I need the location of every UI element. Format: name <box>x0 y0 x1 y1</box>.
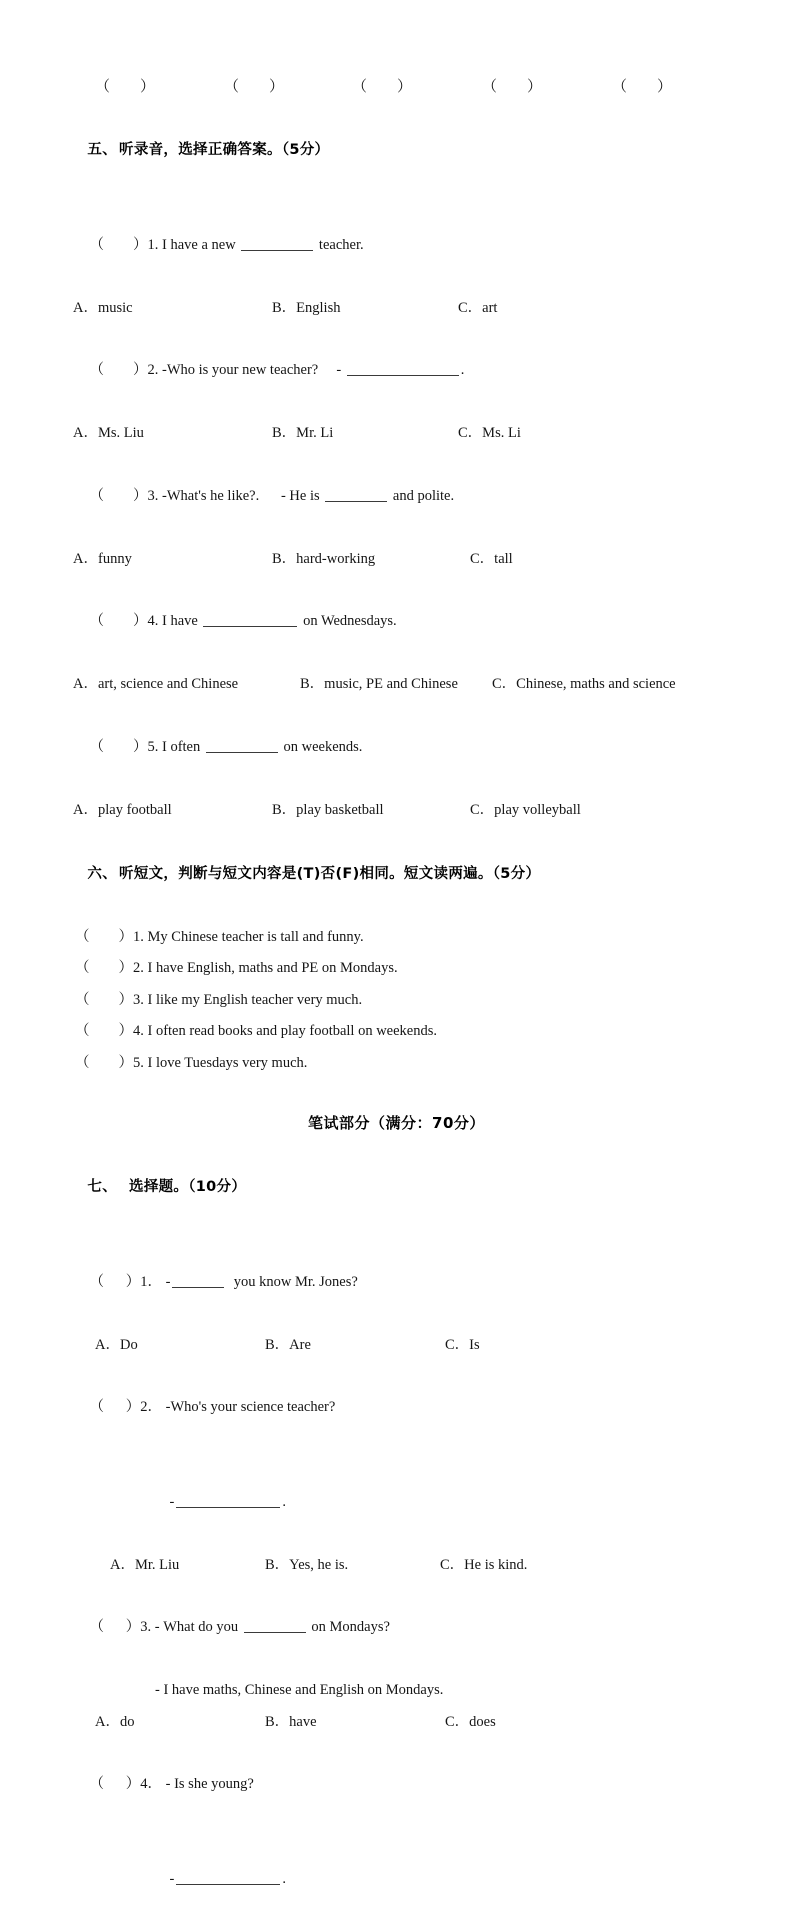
s5-q2-option-a-text: Ms. Liu <box>97 425 144 441</box>
s5-q4-option-b[interactable] <box>300 669 458 700</box>
s5-q3-option-a-text: funny <box>97 550 132 567</box>
s7-q3-stem-after: on Mondays? <box>307 1619 390 1635</box>
s5-q3-option-a-label: A． <box>73 550 98 567</box>
s7-q4-answer-dash: - <box>169 1870 175 1887</box>
s5-question-5 <box>0 700 793 795</box>
s5-q5-stem-before: I often <box>158 738 204 755</box>
s7-question-2 <box>0 1361 793 1456</box>
s7-q2-option-c[interactable] <box>440 1550 527 1581</box>
s5-q2-option-a-label: A． <box>73 425 98 441</box>
s7-q1-blank[interactable] <box>172 1274 224 1288</box>
s6-statement-2[interactable]: （ ）2. I have English, maths and PE on Mondays. <box>75 960 398 976</box>
s7-q4-answer-blank[interactable] <box>176 1871 280 1885</box>
section-7-heading <box>0 1139 793 1235</box>
s5-question-2 <box>0 324 793 419</box>
answer-bracket-2[interactable]: （ ） <box>224 79 285 95</box>
s7-q2-answer-dash: - <box>169 1493 175 1510</box>
s5-q4-option-c-label: C． <box>492 676 517 692</box>
s7-q3-blank[interactable] <box>244 1619 306 1633</box>
s5-q1-blank[interactable] <box>241 237 313 251</box>
s5-q3-option-a[interactable] <box>73 544 132 575</box>
s5-q5-blank[interactable] <box>206 739 278 753</box>
section-6-heading <box>0 826 793 922</box>
s7-q4-bracket[interactable]: （ ）4． <box>89 1776 162 1792</box>
s5-q5-stem-after: on weekends. <box>279 738 363 755</box>
s7-q1-stem-after: you know Mr. Jones? <box>226 1273 358 1290</box>
s7-q4-stem-before: - Is she young? <box>162 1776 254 1792</box>
s7-q3-bracket[interactable]: （ ）3. <box>89 1619 152 1635</box>
s5-q1-option-a[interactable] <box>73 293 133 324</box>
s5-q5-option-c-label: C． <box>470 801 495 818</box>
s7-q4-answer-line <box>0 1832 793 1927</box>
s5-q3-options <box>0 544 793 575</box>
s5-question-4 <box>0 575 793 670</box>
s5-q1-option-a-text: music <box>97 299 133 316</box>
s7-q2-stem-before: -Who's your science teacher? <box>162 1399 336 1415</box>
s5-q2-option-c-label: C． <box>458 425 483 441</box>
s5-q5-bracket[interactable]: （ ）5. <box>89 738 159 755</box>
s7-q3-option-a-label: A． <box>95 1713 120 1730</box>
s6-statement-5[interactable]: （ ）5. I love Tuesdays very much. <box>75 1054 308 1071</box>
s5-q4-option-b-text: music, PE and Chinese <box>324 676 458 692</box>
s7-q3-option-b[interactable] <box>265 1707 317 1738</box>
s5-q2-option-c-text: Ms. Li <box>482 425 521 441</box>
s5-q1-stem-before: I have a new <box>158 236 240 253</box>
s5-q1-options <box>0 293 793 324</box>
s7-q3-option-b-label: B． <box>265 1713 290 1730</box>
s7-q3-option-a[interactable] <box>95 1707 134 1738</box>
s5-q1-bracket[interactable]: （ ）1. <box>89 236 159 253</box>
s5-q3-option-c-label: C． <box>470 550 495 567</box>
s7-q2-answer-blank[interactable] <box>176 1494 280 1508</box>
section-6-title: 听短文，判断与短文内容是(T)否(F)相同。短文读两遍。（5分） <box>119 865 541 882</box>
s5-q4-option-a-text: art, science and Chinese <box>97 676 239 692</box>
s5-q2-option-c[interactable] <box>458 418 521 449</box>
s5-q4-option-c-text: Chinese, maths and science <box>516 676 676 692</box>
s7-q3-option-b-text: have <box>289 1713 317 1730</box>
section-5-number: 五、 <box>87 142 118 158</box>
s6-statement-3[interactable]: （ ）3. I like my English teacher very much. <box>75 991 363 1008</box>
s7-q2-option-b[interactable] <box>265 1550 348 1581</box>
s7-q2-option-a-text: Mr. Liu <box>134 1556 180 1573</box>
s7-q3-option-c-label: C． <box>445 1713 470 1730</box>
s5-q3-option-b-label: B． <box>272 550 297 567</box>
s5-q4-option-a-label: A． <box>73 676 98 692</box>
s7-q3-answer-text: - I have maths, Chinese and English on Mondays. <box>155 1682 444 1698</box>
s6-statement-1[interactable]: （ ）1. My Chinese teacher is tall and funny. <box>75 928 364 945</box>
s5-q5-option-c-text: play volleyball <box>494 801 581 818</box>
s7-q3-option-a-text: do <box>119 1713 135 1730</box>
s5-q5-option-a[interactable] <box>73 795 172 826</box>
s5-q1-option-b-text: English <box>296 299 341 316</box>
s7-q1-options <box>0 1330 793 1361</box>
s5-q4-blank[interactable] <box>203 613 297 627</box>
s5-q4-stem-before: I have <box>158 613 202 629</box>
s7-question-1 <box>0 1235 793 1330</box>
s7-q1-option-c-text: Is <box>469 1336 480 1353</box>
s7-q2-answer-line <box>0 1455 793 1550</box>
s7-q3-option-c-text: does <box>469 1713 496 1730</box>
s5-q3-blank[interactable] <box>325 488 387 502</box>
s5-q4-option-a[interactable] <box>73 669 238 700</box>
s5-q2-stem-after: . <box>460 362 465 378</box>
s5-q4-option-c[interactable] <box>492 669 676 700</box>
s5-q1-option-c-text: art <box>482 299 498 316</box>
s5-q3-option-b[interactable] <box>272 544 375 575</box>
s7-q2-option-a-label: A． <box>110 1556 135 1573</box>
s5-q1-option-a-label: A． <box>73 299 98 316</box>
s5-q1-option-b-label: B． <box>272 299 297 316</box>
s5-question-1 <box>0 198 793 293</box>
s7-q3-stem-before: - What do you <box>151 1619 242 1635</box>
s7-q1-option-b-text: Are <box>289 1336 311 1353</box>
s5-q2-blank[interactable] <box>347 362 459 376</box>
s5-q5-option-a-text: play football <box>97 801 172 818</box>
s7-q4-answer-period: . <box>282 1870 286 1887</box>
s7-q1-bracket[interactable]: （ ）1． <box>89 1273 162 1290</box>
s5-q2-option-b[interactable] <box>272 418 333 449</box>
s5-question-3 <box>0 449 793 544</box>
s5-q4-stem-after: on Wednesdays. <box>299 613 397 629</box>
s5-q5-option-b[interactable] <box>272 795 384 826</box>
s5-q2-stem-before: -Who is your new teacher? - <box>158 362 345 378</box>
section-6-number: 六、 <box>87 865 118 882</box>
s5-q3-stem-before: -What's he like?. - He is <box>158 487 324 504</box>
s7-q1-stem-before: - <box>162 1273 171 1290</box>
s5-q1-option-c-label: C． <box>458 299 483 316</box>
s7-q1-option-a[interactable] <box>95 1330 138 1361</box>
s5-q2-option-b-label: B． <box>272 425 297 441</box>
s7-q2-option-a[interactable] <box>110 1550 179 1581</box>
section-5-title: 听录音，选择正确答案。（5分） <box>119 142 330 158</box>
s7-q1-option-b[interactable] <box>265 1330 311 1361</box>
s5-q2-option-a[interactable] <box>73 418 144 449</box>
s7-q2-option-b-text: Yes, he is. <box>289 1556 349 1573</box>
answer-bracket-3[interactable]: （ ） <box>352 79 413 95</box>
s5-q4-bracket[interactable]: （ ）4. <box>89 613 159 629</box>
s5-q3-option-c-text: tall <box>494 550 513 567</box>
s5-q4-options <box>0 669 793 700</box>
s7-q2-option-c-label: C． <box>440 1556 465 1573</box>
s5-q2-options <box>0 418 793 449</box>
s5-q5-option-b-label: B． <box>272 801 297 818</box>
answer-bracket-4[interactable]: （ ） <box>482 79 543 95</box>
s7-q2-answer-period: . <box>282 1493 286 1510</box>
s7-q1-option-c[interactable] <box>445 1330 480 1361</box>
s5-q2-option-b-text: Mr. Li <box>296 425 334 441</box>
s7-question-4 <box>0 1738 793 1833</box>
answer-bracket-1[interactable]: （ ） <box>95 79 156 95</box>
answer-bracket-5[interactable]: （ ） <box>612 79 673 95</box>
s7-q2-options <box>0 1550 793 1581</box>
s7-question-3 <box>0 1581 793 1676</box>
s5-q3-stem-after: and polite. <box>389 487 455 504</box>
top-margin <box>0 0 793 72</box>
s5-q1-option-c[interactable] <box>458 293 497 324</box>
s5-q5-option-c[interactable] <box>470 795 581 826</box>
s7-q2-bracket[interactable]: （ ）2． <box>89 1399 162 1415</box>
section-5-heading <box>0 102 793 198</box>
s5-q5-option-a-label: A． <box>73 801 98 818</box>
answer-bracket-row <box>0 72 793 102</box>
written-part-spacer <box>0 1079 793 1107</box>
s5-q4-option-b-label: B． <box>300 676 325 692</box>
section-7-number: 七、 <box>87 1179 118 1195</box>
s7-q3-options <box>0 1707 793 1738</box>
s5-q5-options <box>0 795 793 826</box>
s5-q3-option-b-text: hard-working <box>296 550 376 567</box>
section-7-title: 选择题。（10分） <box>129 1179 247 1195</box>
s6-statement-4[interactable]: （ ）4. I often read books and play football on weekends. <box>75 1023 438 1039</box>
written-part-title: 笔试部分（满分：70分） <box>308 1114 485 1132</box>
s7-q1-option-c-label: C． <box>445 1336 470 1353</box>
s7-q1-option-a-label: A． <box>95 1336 120 1353</box>
s5-q3-option-c[interactable] <box>470 544 513 575</box>
s7-q2-option-b-label: B． <box>265 1556 290 1573</box>
s5-q5-option-b-text: play basketball <box>296 801 384 818</box>
s5-q2-bracket[interactable]: （ ）2. <box>89 362 159 378</box>
s5-q1-stem-after: teacher. <box>315 236 364 253</box>
s5-q3-bracket[interactable]: （ ）3. <box>89 487 159 504</box>
s5-q1-option-b[interactable] <box>272 293 340 324</box>
s7-q1-option-b-label: B． <box>265 1336 290 1353</box>
s7-q2-option-c-text: He is kind. <box>464 1556 528 1573</box>
s7-q1-option-a-text: Do <box>119 1336 138 1353</box>
s7-q3-option-c[interactable] <box>445 1707 496 1738</box>
